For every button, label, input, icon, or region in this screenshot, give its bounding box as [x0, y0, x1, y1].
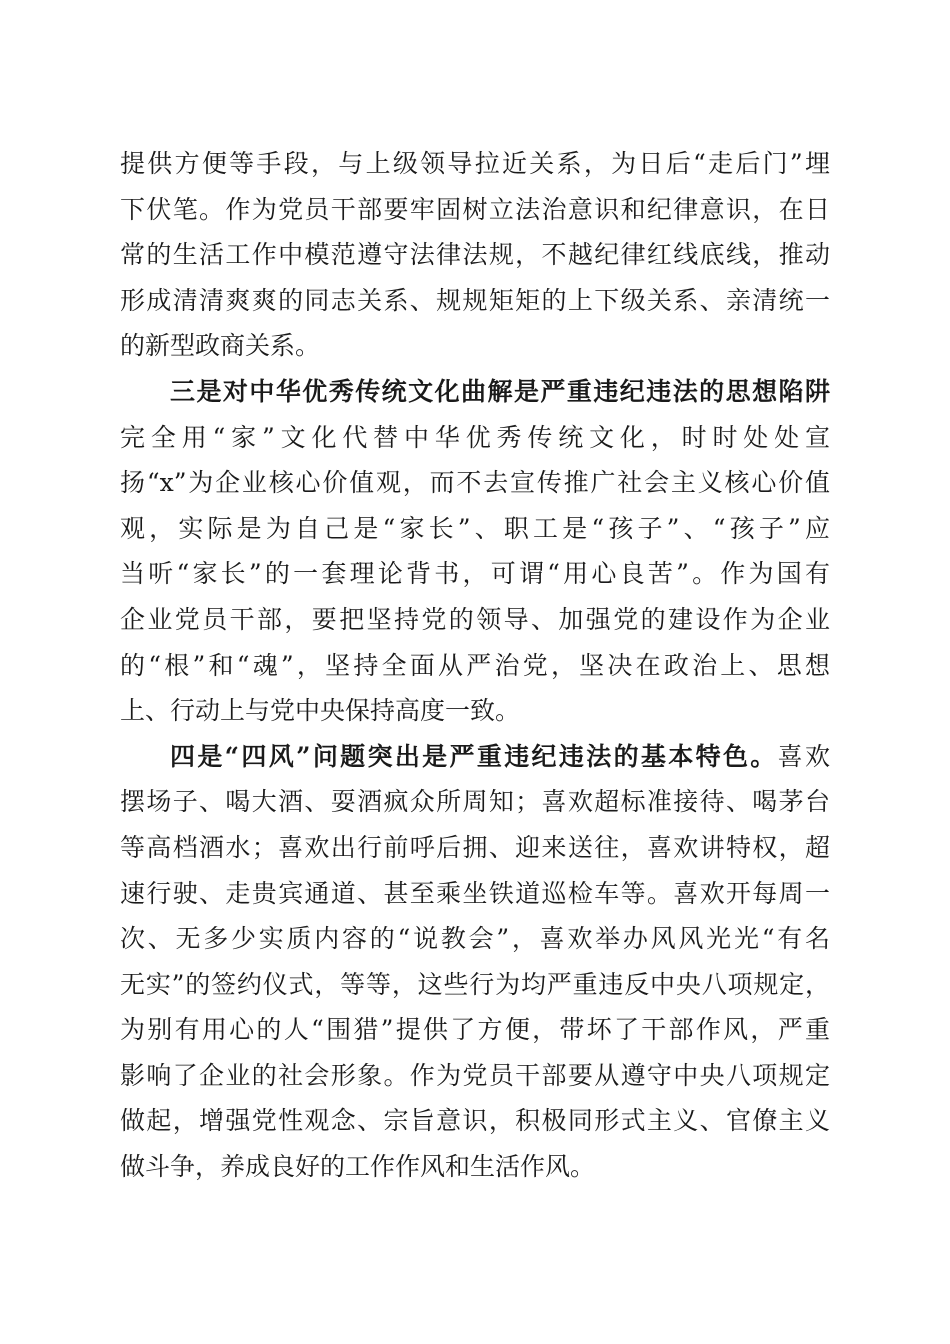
text-line: 做斗争，养成良好的工作作风和生活作风。 — [120, 1152, 596, 1182]
paragraph-heading: 四是“四风”问题突出是严重违纪违法的基本特色。 — [170, 741, 778, 771]
text-line: 速行驶、走贵宾通道、甚至乘坐铁道巡检车等。喜欢开每周一 — [120, 878, 830, 908]
text-line: 提供方便等手段，与上级领导拉近关系，为日后“走后门”埋 — [120, 149, 830, 178]
text-line: 下伏笔。作为党员干部要牢固树立法治意识和纪律意识，在日 — [120, 194, 830, 224]
text-line: 摆场子、喝大酒、耍酒疯众所周知；喜欢超标准接待、喝茅台 — [120, 787, 830, 817]
text-line: 影响了企业的社会形象。作为党员干部要从遵守中央八项规定 — [120, 1060, 830, 1090]
paragraph-3 — [120, 734, 830, 1190]
text-line: 企业党员干部，要把坚持党的领导、加强党的建设作为企业 — [120, 604, 830, 634]
text-line: 次、无多少实质内容的“说教会”，喜欢举办风风光光“有名 — [120, 924, 830, 954]
text-line: 做起，增强党性观念、宗旨意识，积极同形式主义、官僚主义 — [120, 1106, 830, 1136]
text-line: 上、行动上与党中央保持高度一致。 — [120, 696, 521, 726]
text-line: 完全用“家”文化代替中华优秀传统文化，时时处处宣 — [120, 422, 830, 452]
paragraph-first-line — [120, 734, 830, 780]
text-fragment: 喜欢 — [777, 741, 830, 771]
text-line: 等高档酒水；喜欢出行前呼后拥、迎来送往，喜欢讲特权，超 — [120, 832, 830, 862]
text-line: 无实”的签约仪式，等等，这些行为均严重违反中央八项规定， — [120, 969, 830, 999]
paragraph-heading: 三是对中华优秀传统文化曲解是严重违纪违法的思想陷阱 — [170, 376, 830, 406]
text-line: 当听“家长”的一套理论背书，可谓“用心良苦”。作为国有 — [120, 559, 830, 589]
paragraph-1 — [120, 141, 830, 369]
text-line: 扬“x”为企业核心价值观，而不去宣传推广社会主义核心价值 — [120, 468, 830, 498]
text-line: 常的生活工作中模范遵守法律法规，不越纪律红线底线，推动 — [120, 240, 830, 270]
text-line: 形成清清爽爽的同志关系、规规矩矩的上下级关系、亲清统一 — [120, 285, 830, 315]
text-line: 为别有用心的人“围猎”提供了方便，带坏了干部作风，严重 — [120, 1015, 830, 1045]
document-body — [120, 141, 830, 1190]
paragraph-2 — [120, 369, 830, 734]
text-line: 的新型政商关系。 — [120, 331, 321, 361]
text-line: 观，实际是为自己是“家长”、职工是“孩子”、“孩子”应 — [120, 513, 830, 543]
text-line: 的“根”和“魂”，坚持全面从严治党，坚决在政治上、思想 — [120, 650, 830, 680]
